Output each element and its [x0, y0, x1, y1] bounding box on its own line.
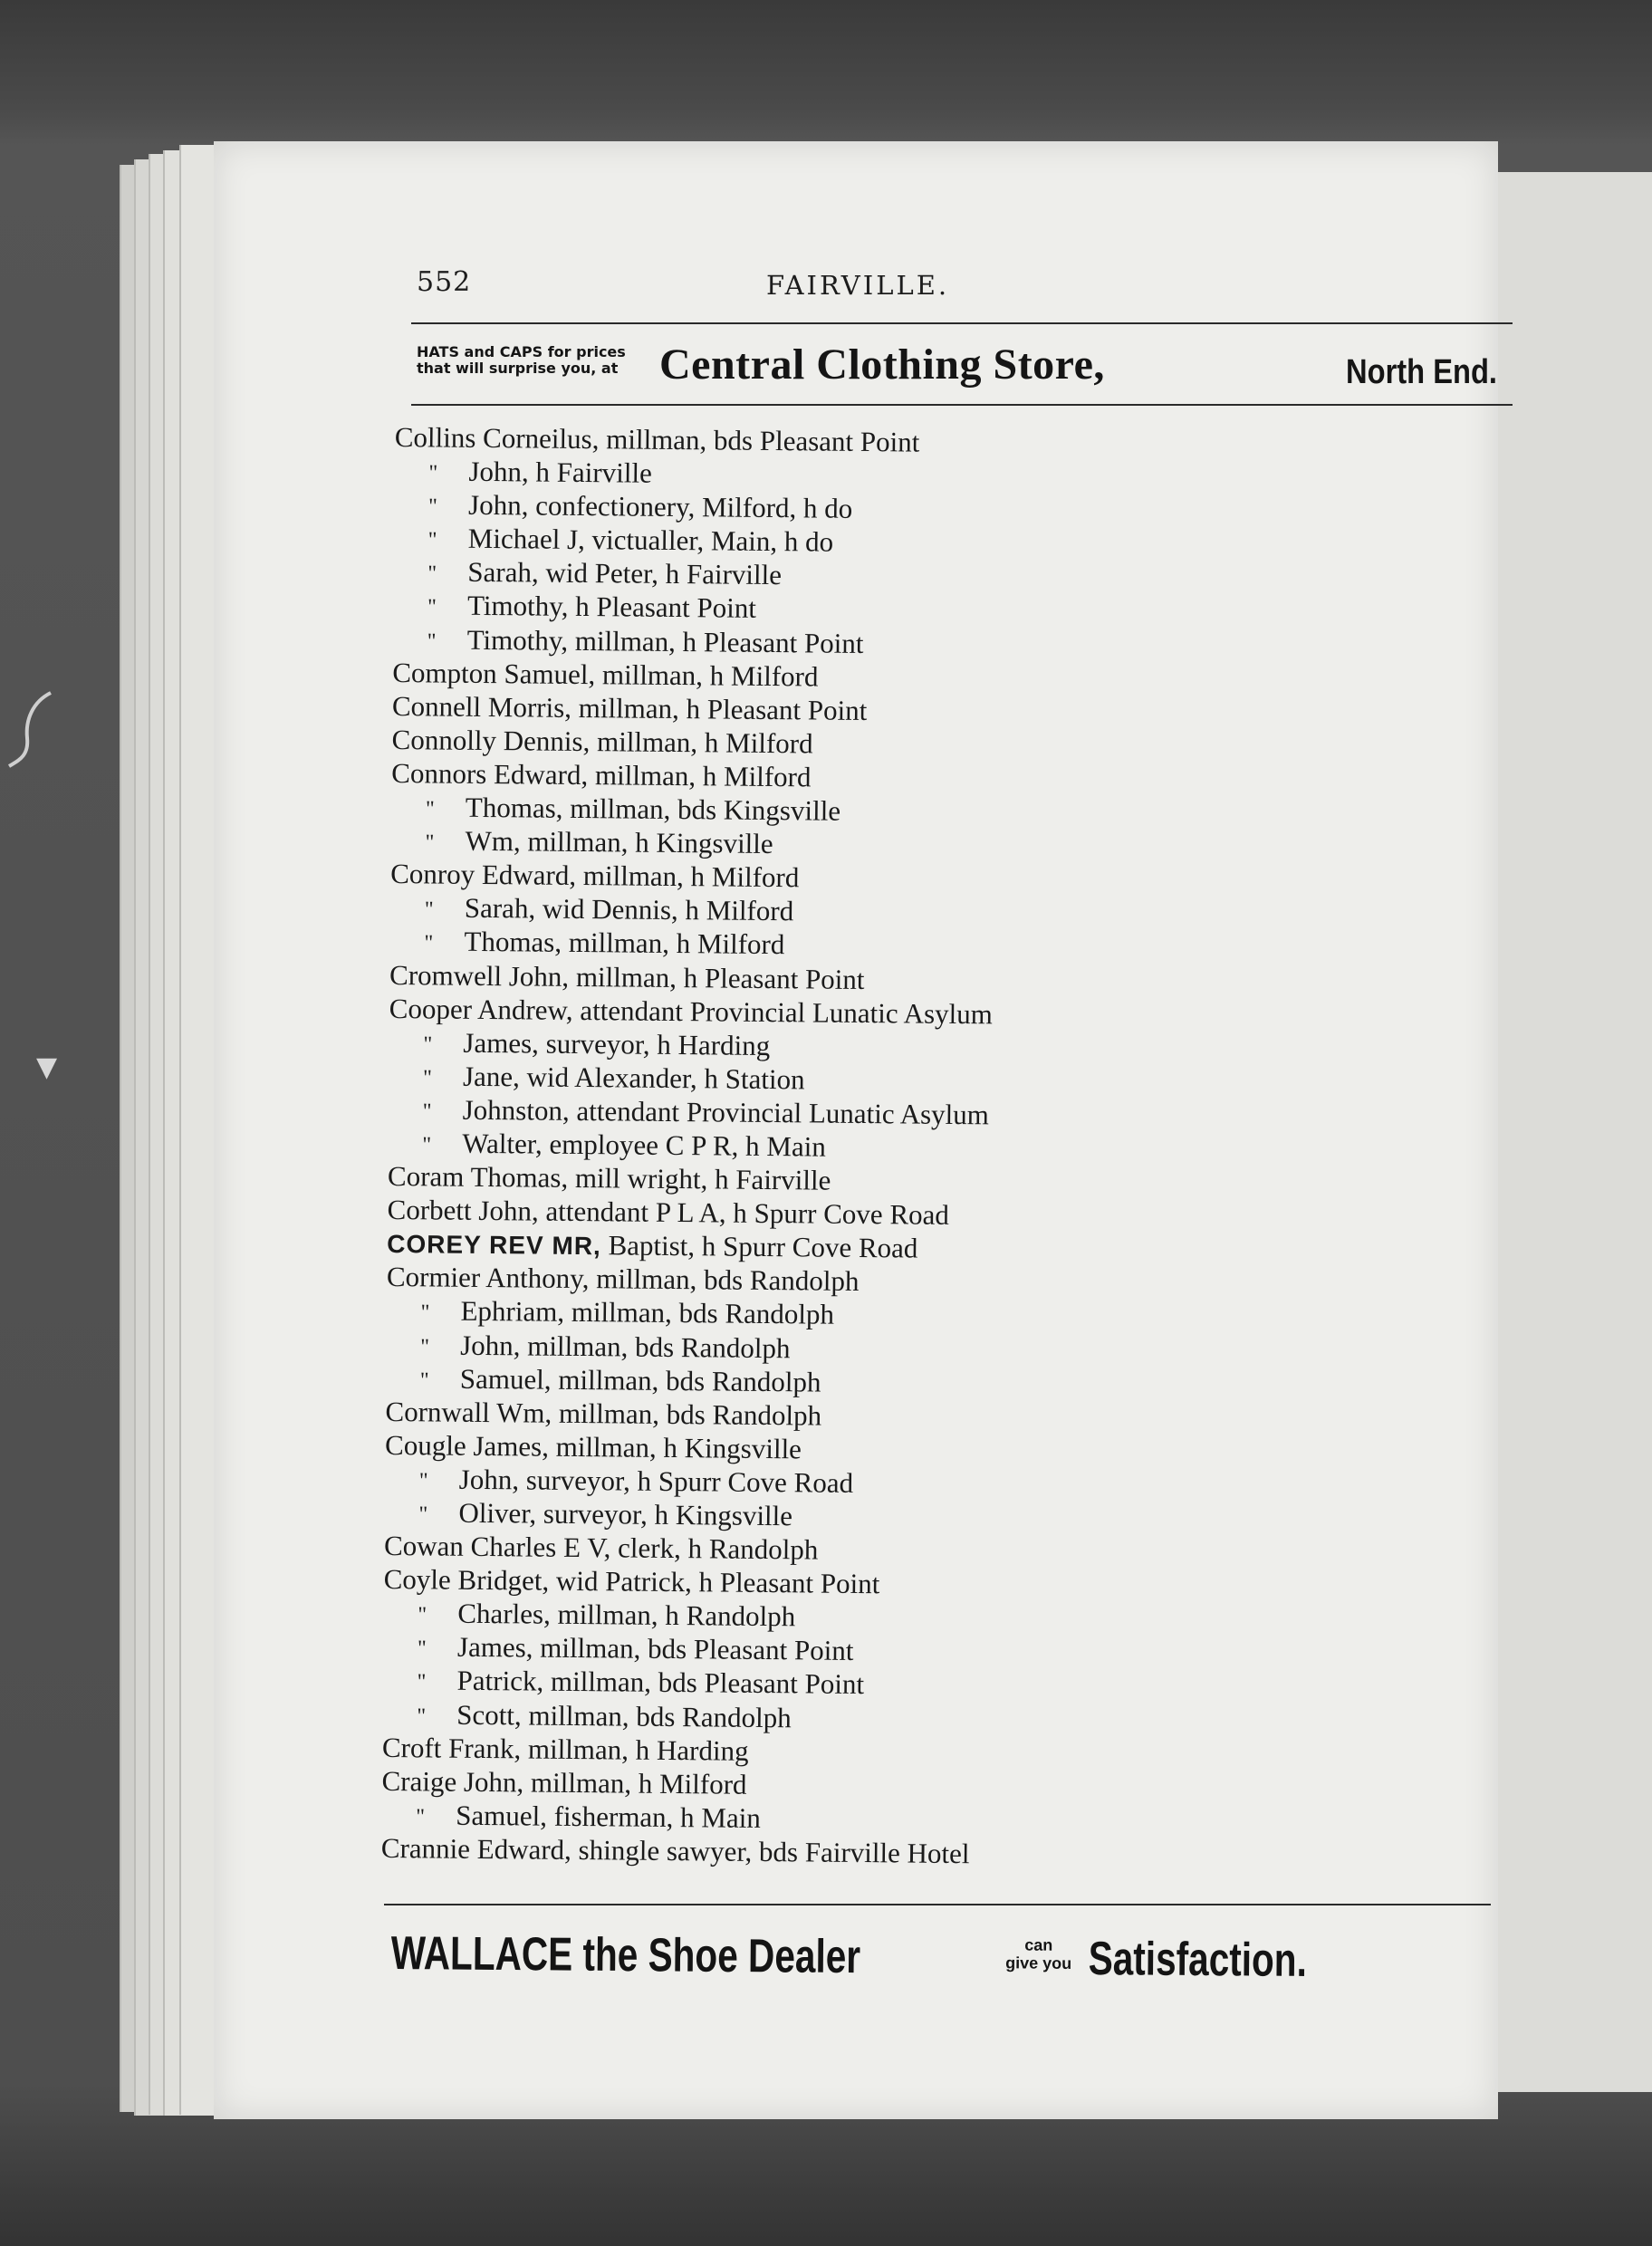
bottom-ad-can-give-you — [989, 1935, 1089, 1972]
entry-name: Scott, — [456, 1698, 522, 1731]
entry-name: John, — [460, 1329, 521, 1361]
entry-name: Connell Morris, — [391, 689, 572, 724]
top-ad-small-line: HATS and CAPS for prices — [417, 343, 626, 360]
page-edge — [179, 145, 218, 2115]
top-ad-location: North End. — [1346, 353, 1498, 391]
entry-name: Jane, — [462, 1060, 521, 1093]
header-rule — [411, 322, 1513, 324]
entry-details: millman, bds Pleasant Point — [599, 423, 920, 458]
entry-name: Timothy, — [466, 590, 569, 623]
entry-name: Connolly Dennis, — [391, 723, 591, 757]
entry-name: Timothy, — [466, 623, 569, 657]
entry-details: h Fairville — [528, 456, 652, 489]
entry-name: Cornwall Wm, — [385, 1395, 552, 1429]
entry-name: John, — [467, 488, 529, 522]
ditto-mark: " — [425, 830, 435, 855]
entry-name: Cowan Charles E V, — [383, 1530, 611, 1564]
entry-name: Collins Corneilus, — [394, 420, 600, 456]
entry-details: wid Dennis, h Milford — [535, 892, 794, 927]
ditto-mark: " — [418, 1469, 428, 1493]
ditto-mark: " — [420, 1301, 430, 1325]
entry-details: millman, h Milford — [575, 859, 800, 894]
ditto-mark: " — [417, 1637, 427, 1661]
entry-name: Cromwell John, — [389, 958, 570, 993]
entry-name: Cooper Andrew, — [389, 992, 573, 1026]
entry-name: John, — [468, 455, 529, 488]
entry-details: Baptist, h Spurr Cove Road — [600, 1229, 918, 1264]
entry-details: millman, h Milford — [588, 759, 812, 793]
entry-details: millman, bds Kingsville — [562, 792, 841, 827]
ditto-mark: " — [419, 1368, 429, 1393]
entry-details: millman, h Kingsville — [520, 825, 773, 860]
ditto-mark: " — [427, 562, 437, 586]
entry-details: clerk, h Randolph — [610, 1531, 819, 1566]
entry-details: millman, bds Randolph — [520, 1329, 791, 1364]
ditto-mark: " — [417, 1704, 427, 1728]
entry-details: confectionery, Milford, h do — [528, 489, 853, 525]
ditto-mark: " — [424, 897, 434, 922]
facing-page-edge — [1493, 172, 1652, 2092]
entry-name: Connors Edward, — [391, 756, 589, 792]
directory-page — [214, 141, 1498, 2119]
entry-name: James, — [463, 1026, 540, 1060]
entry-name: Sarah, — [467, 556, 539, 589]
entry-name: Craige John, — [381, 1764, 524, 1799]
bottom-ad-main: WALLACE the Shoe Dealer — [390, 1926, 861, 1984]
ditto-mark: " — [428, 461, 438, 485]
ditto-mark: " — [425, 797, 435, 821]
entry-name: Samuel, — [459, 1362, 552, 1396]
entry-details: millman, h Kingsville — [548, 1430, 802, 1465]
running-head: FAIRVILLE. — [766, 270, 950, 301]
header-rule — [411, 404, 1513, 406]
ditto-mark: " — [427, 528, 437, 552]
margin-mark-icon: ▼ — [36, 1051, 58, 1083]
entry-details: millman, bds Randolph — [521, 1698, 792, 1733]
entry-details: millman, h Pleasant Point — [571, 691, 868, 726]
entry-name: Sarah, — [464, 892, 536, 925]
entry-details: h Pleasant Point — [568, 590, 757, 625]
entry-details: millman, bds Randolph — [551, 1363, 821, 1398]
ditto-mark: " — [422, 1133, 432, 1157]
entry-name: Johnston, — [462, 1093, 570, 1127]
entry-details: attendant P L A, h Spurr Cove Road — [538, 1195, 950, 1232]
entry-name: Oliver, — [458, 1496, 537, 1530]
entry-details: millman, bds Randolph — [589, 1262, 860, 1298]
entry-details: surveyor, h Spurr Cove Road — [518, 1464, 854, 1499]
entry-name: Cormier Anthony, — [386, 1261, 590, 1295]
directory-entries — [381, 420, 1482, 1875]
entry-details: attendant Provincial Lunatic Asylum — [569, 1094, 990, 1131]
entry-details: millman, h Milford — [523, 1766, 747, 1800]
entry-details: wid Alexander, h Station — [519, 1061, 805, 1096]
bottom-advertisement — [390, 1922, 1505, 2003]
entry-details: shingle sawyer, bds Fairville Hotel — [571, 1833, 970, 1870]
top-ad-small-line: that will surprise you, at — [417, 360, 619, 377]
entry-details: millman, h Harding — [521, 1732, 749, 1767]
entry-name: Samuel, — [456, 1799, 548, 1832]
top-advertisement — [411, 333, 1513, 400]
ditto-mark: " — [417, 1670, 427, 1694]
entry-name: Crannie Edward, — [380, 1831, 572, 1866]
entry-name: Conroy Edward, — [390, 858, 577, 892]
entry-details: attendant Provincial Lunatic Asylum — [572, 993, 994, 1030]
entry-name: Croft Frank, — [381, 1731, 522, 1765]
ditto-mark: " — [422, 1099, 432, 1124]
entry-name: Walter, — [462, 1127, 543, 1160]
entry-details: millman, h Milford — [590, 725, 813, 760]
entry-name: Michael J, — [467, 523, 586, 556]
ditto-mark: " — [427, 595, 437, 619]
entry-name: John, — [458, 1463, 520, 1496]
entry-details: millman, h Randolph — [550, 1598, 796, 1633]
ditto-mark: " — [423, 1032, 433, 1057]
entry-details: millman, bds Randolph — [552, 1397, 822, 1432]
entry-details: millman, h Pleasant Point — [569, 960, 865, 995]
entry-name: Charles, — [457, 1598, 551, 1630]
entry-details: surveyor, h Kingsville — [535, 1497, 793, 1532]
entry-details: fisherman, h Main — [546, 1800, 762, 1834]
ditto-mark: " — [418, 1502, 428, 1527]
ditto-mark: " — [422, 1066, 432, 1090]
footer-rule — [384, 1904, 1491, 1905]
ditto-mark: " — [424, 931, 434, 955]
ditto-mark: " — [427, 494, 438, 519]
entry-name: Cougle James, — [384, 1428, 550, 1463]
entry-name: Thomas, — [464, 926, 562, 959]
entry-name: Ephriam, — [460, 1295, 565, 1329]
ditto-mark: " — [416, 1805, 426, 1829]
entry-details: millman, bds Randolph — [563, 1296, 835, 1331]
bottom-ad-give-you: give you — [1005, 1953, 1072, 1972]
entry-name: COREY REV MR, — [387, 1230, 601, 1261]
ditto-mark: " — [420, 1334, 430, 1358]
entry-name: Corbett John, — [387, 1194, 539, 1227]
top-ad-small-text — [417, 344, 652, 377]
entry-name: Wm, — [465, 824, 521, 858]
entry-details: wid Peter, h Fairville — [538, 556, 783, 591]
entry-name: Thomas, — [465, 791, 563, 824]
bottom-ad-can: can — [1024, 1935, 1053, 1954]
bottom-ad-end: Satisfaction. — [1088, 1933, 1308, 1987]
entry-details: millman, h Milford — [561, 926, 785, 961]
entry-name: Compton Samuel, — [392, 656, 596, 690]
entry-details: employee C P R, h Main — [542, 1128, 826, 1163]
entry-details: millman, bds Pleasant Point — [533, 1631, 854, 1667]
entry-name: Coyle Bridget, — [383, 1563, 550, 1597]
ditto-mark: " — [427, 629, 437, 654]
entry-details: millman, h Pleasant Point — [567, 624, 864, 659]
entry-details: wid Patrick, h Pleasant Point — [549, 1564, 880, 1600]
entry-name: James, — [456, 1631, 533, 1664]
entry-details: millman, h Milford — [595, 657, 819, 693]
page-number: 552 — [417, 266, 472, 298]
entry-name: Patrick, — [456, 1665, 544, 1698]
entry-details: victualler, Main, h do — [584, 523, 834, 558]
entry-details: mill wright, h Fairville — [567, 1161, 831, 1196]
entry-name: Coram Thomas, — [387, 1160, 569, 1194]
entry-details: millman, bds Pleasant Point — [543, 1665, 865, 1701]
ditto-mark: " — [418, 1603, 427, 1627]
top-ad-store-name: Central Clothing Store, — [659, 341, 1105, 389]
entry-details: surveyor, h Harding — [538, 1027, 771, 1061]
margin-curve-mark — [5, 688, 60, 770]
